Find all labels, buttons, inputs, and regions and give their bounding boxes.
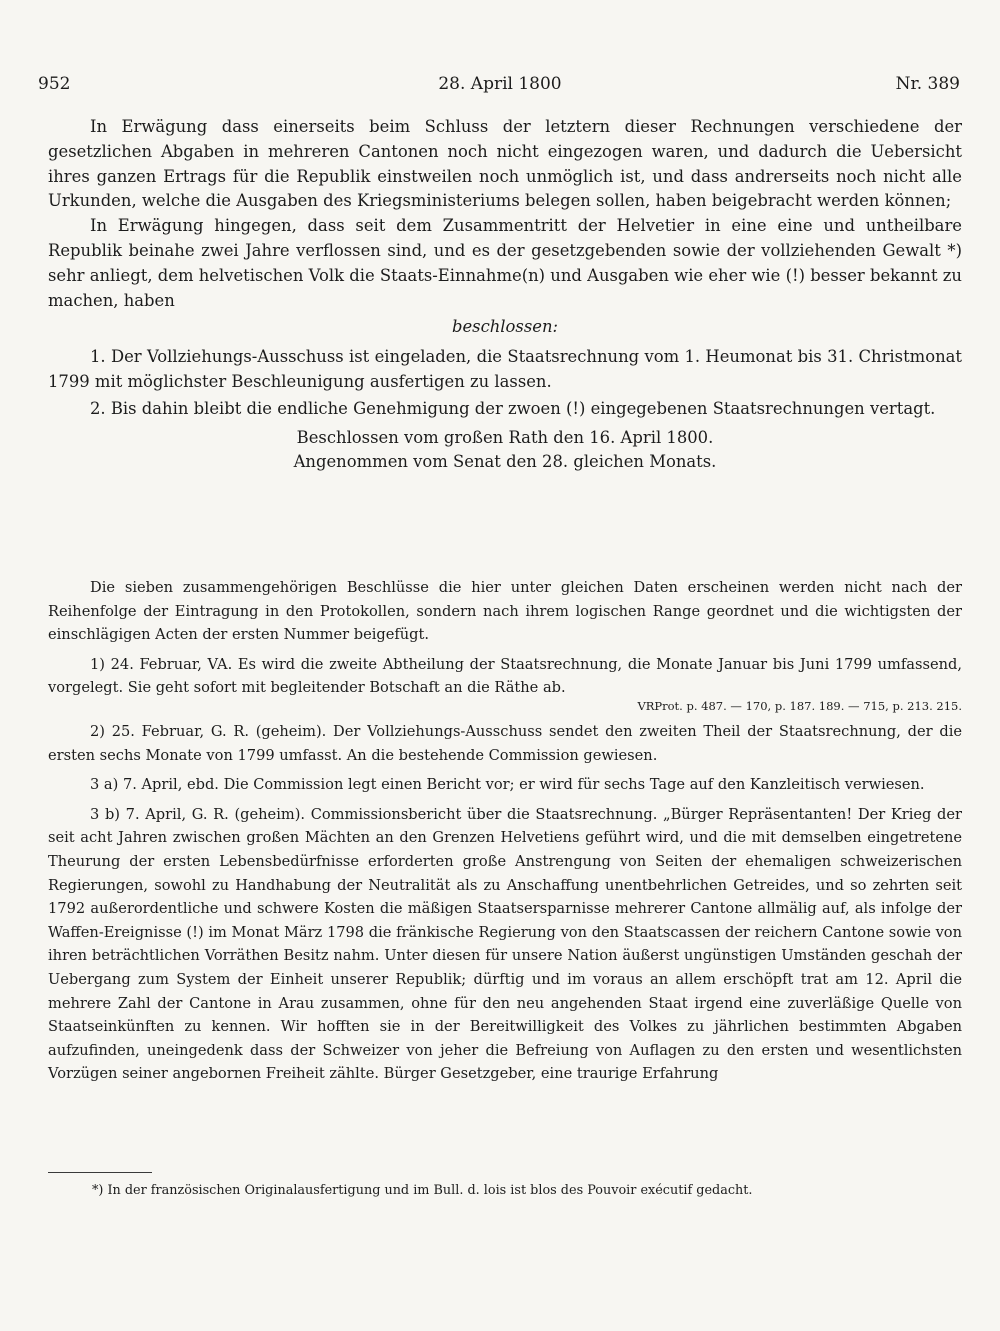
note-entry: 1) 24. Februar, VA. Es wird die zweite Abtheilung der Staatsrechnung, die Monate Januar bis Juni 1799 umfassend, vorgelegt. Sie geht sofort mit begleitender Botschaft an die Räthe ab. [48, 655, 962, 697]
consideration-paragraph: In Erwägung dass einerseits beim Schluss der letztern dieser Rechnungen verschiedene der gesetzlichen Abgaben in mehreren Cantonen noch nicht eingezogen waren, und dadurch die Uebersicht ihres ganzen Ertrags für die Republik einstweilen noch unmöglich ist, und dass andrerseits noch nicht alle Urkunden, welche die Ausgaben des Kriegsministeriums belegen sollen, haben beigebracht werden können; [48, 117, 962, 211]
consideration-paragraph: In Erwägung hingegen, dass seit dem Zusammentritt der Helvetier in eine eine und untheilbare Republik beinahe zwei Jahre verflossen sind, und es der gesetzgebenden sowie der vollziehenden Gewalt *) sehr anliegt, dem helvetischen Volk die Staats-Einnahme(n) und Ausgaben wie eher wie (!) besser bekannt zu machen, haben [48, 216, 962, 310]
editorial-notes [48, 576, 962, 1086]
signature-line: Beschlossen vom großen Rath den 16. April 1800. [296, 427, 714, 447]
protocol-reference: VRProt. p. 487. — 170, p. 187. 189. — 715, p. 213. 215. [637, 698, 962, 713]
resolution-item: 2. Bis dahin bleibt die endliche Genehmigung der zwoen (!) eingegebenen Staatsrechnungen vertagt. [90, 398, 936, 418]
notes-intro: Die sieben zusammengehörigen Beschlüsse die hier unter gleichen Daten erscheinen werden nicht nach der Reihenfolge der Eintragung in den Protokollen, sondern nach ihrem logischen Range geordnet und die wichtigsten der einschlägigen Acten der ersten Nummer beigefügt. [48, 579, 962, 644]
signature-line: Angenommen vom Senat den 28. gleichen Monats. [293, 452, 717, 472]
resolution-item: 1. Der Vollziehungs-Ausschuss ist eingeladen, die Staatsrechnung vom 1. Heumonat bis 31. Christmonat 1799 mit möglichster Beschleunigung ausfertigen zu lassen. [48, 347, 962, 391]
header-date: 28. April 1800 [438, 74, 562, 94]
footnote-divider [48, 1172, 152, 1173]
note-entry: 2) 25. Februar, G. R. (geheim). Der Vollziehungs-Ausschuss sendet den zweiten Theil der Staatsrechnung, der die ersten sechs Monate von 1799 umfasst. An die bestehende Commission gewiesen. [48, 722, 962, 764]
document-number: Nr. 389 [895, 74, 960, 94]
running-header [0, 74, 1000, 104]
footnote: *) In der französischen Originalausfertigung und im Bull. d. lois ist blos des Pouvoir exécutif gedacht. [92, 1183, 753, 1198]
note-entry: 3 a) 7. April, ebd. Die Commission legt einen Bericht vor; er wird für sechs Tage auf den Kanzleitisch verwiesen. [90, 776, 925, 794]
resolved-heading: beschlossen: [451, 317, 559, 337]
page-number: 952 [38, 74, 71, 94]
resolution-text [48, 115, 962, 475]
note-entry: 3 b) 7. April, G. R. (geheim). Commissionsbericht über die Staatsrechnung. „Bürger Repräsentanten! Der Krieg der seit acht Jahren zwischen großen Mächten an den Grenzen Helvetiens geführt wird, und die mit demselben eingetretene Theurung der ersten Lebensbedürfnisse erforderten große Anstrengung von Seiten der ehemaligen schweizerischen Regierungen, sowohl zu Handhabung der Neutralität als zu Anschaffung unentbehrlichen Getreides, und so zehrten seit 1792 außerordentliche und schwere Kosten die mäßigen Staatsersparnisse mehrerer Cantone allmälig auf, als infolge der Waffen-Ereignisse (!) im Monat März 1798 die fränkische Regierung von den Staatscassen der reichern Cantone sowie von ihren beträchtlichen Vorräthen Besitz nahm. Unter diesen für unsere Nation äußerst ungünstigen Umständen geschah der Uebergang zum System der Einheit unserer Republik; dürftig und im voraus an allem erschöpft trat am 12. April die mehrere Zahl der Cantone in Arau zusammen, ohne für den neu angehenden Staat irgend eine zuverläßige Quelle von Staatseinkünften zu kennen. Wir hofften sie in der Bereitwilligkeit des Volkes zu jährlichen bestimmten Abgaben aufzufinden, uneingedenk dass der Schweizer von jeher die Befreiung von Auflagen zu den ersten und wesentlichsten Vorzügen seiner angebornen Freiheit zählte. Bürger Gesetzgeber, eine traurige Erfahrung [48, 805, 962, 1083]
